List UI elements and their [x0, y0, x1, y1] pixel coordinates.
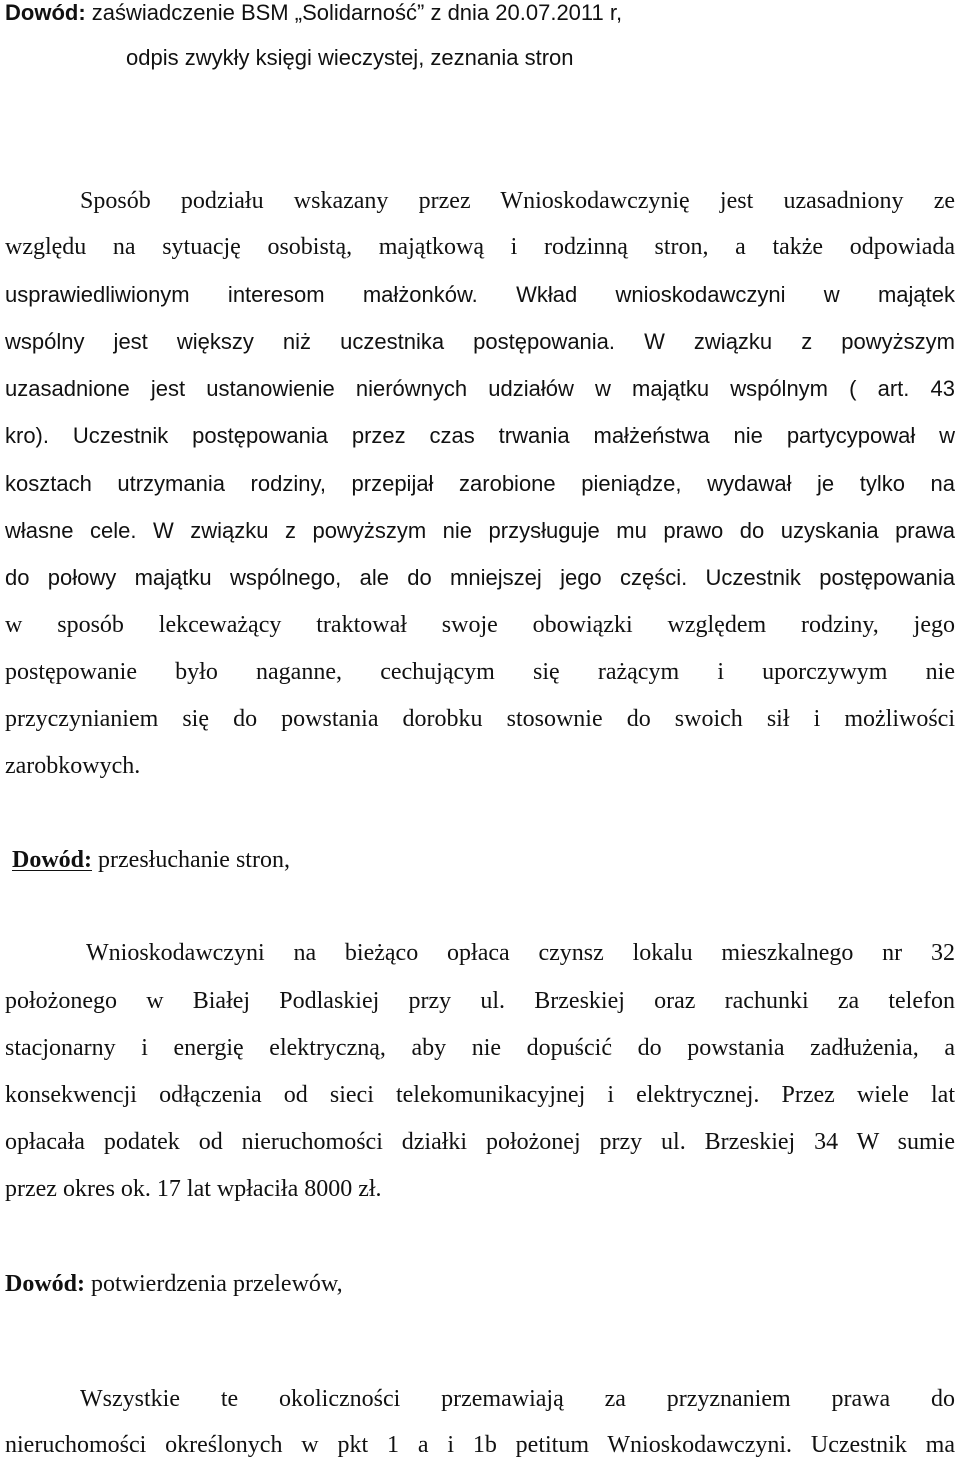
- paragraph-1-line: kosztach utrzymania rodziny, przepijał zarobione pieniądze, wydawał je tylko na: [5, 471, 955, 496]
- evidence-label: Dowód:: [12, 847, 93, 873]
- evidence-label: Dowód:: [5, 1271, 86, 1297]
- paragraph-2-line: Wnioskodawczyni na bieżąco opłaca czynsz lokalu mieszkalnego nr 32: [86, 940, 955, 966]
- evidence-line-2: odpis zwykły księgi wieczystej, zeznania stron: [126, 45, 574, 70]
- paragraph-1-line: względu na sytuację osobistą, majątkową i rodzinną stron, a także odpowiada: [5, 234, 955, 260]
- evidence-text: przesłuchanie stron,: [92, 847, 290, 873]
- paragraph-1-line: usprawiedliwionym interesom małżonków. Wkład wnioskodawczyni w majątek: [5, 282, 955, 307]
- paragraph-2-line: konsekwencji odłączenia od sieci telekomunikacyjnej i elektrycznej. Przez wiele lat: [5, 1082, 955, 1108]
- paragraph-1-line: postępowanie było naganne, cechującym się rażącym i uporczywym nie: [5, 659, 955, 685]
- evidence-line-2-block: [12, 845, 290, 875]
- paragraph-2-line: stacjonarny i energię elektryczną, aby nie dopuścić do powstania zadłużenia, a: [5, 1035, 955, 1061]
- paragraph-1-line: w sposób lekceważący traktował swoje obowiązki względem rodziny, jego: [5, 612, 955, 638]
- paragraph-1-line: kro). Uczestnik postępowania przez czas trwania małżeństwa nie partycypował w: [5, 423, 955, 448]
- paragraph-1-line: uzasadnione jest ustanowienie nierównych udziałów w majątku wspólnym ( art. 43: [5, 376, 955, 401]
- paragraph-2-line: przez okres ok. 17 lat wpłaciła 8000 zł.: [5, 1176, 382, 1202]
- paragraph-1-line: zarobkowych.: [5, 753, 141, 779]
- paragraph-1-line: własne cele. W związku z powyższym nie przysługuje mu prawo do uzyskania prawa: [5, 518, 955, 543]
- paragraph-3-line: Wszystkie te okoliczności przemawiają za przyznaniem prawa do: [80, 1386, 955, 1412]
- paragraph-2-line: położonego w Białej Podlaskiej przy ul. Brzeskiej oraz rachunki za telefon: [5, 988, 955, 1014]
- evidence-text: potwierdzenia przelewów,: [85, 1271, 343, 1297]
- evidence-text: zaświadczenie BSM „Solidarność” z dnia 20.07.2011 r,: [85, 0, 623, 25]
- evidence-line-3-block: [5, 1269, 343, 1299]
- evidence-label: Dowód:: [5, 0, 86, 25]
- paragraph-3-line: nieruchomości określonych w pkt 1 a i 1b petitum Wnioskodawczyni. Uczestnik ma: [5, 1432, 955, 1458]
- paragraph-1-line: Sposób podziału wskazany przez Wnioskodawczynię jest uzasadniony ze: [80, 188, 955, 214]
- paragraph-1-line: przyczynianiem się do powstania dorobku stosownie do swoich sił i możliwości: [5, 706, 955, 732]
- paragraph-1-line: do połowy majątku wspólnego, ale do mniejszej jego części. Uczestnik postępowania: [5, 565, 955, 590]
- paragraph-1-line: wspólny jest większy niż uczestnika postępowania. W związku z powyższym: [5, 329, 955, 354]
- paragraph-2-line: opłacała podatek od nieruchomości działki położonej przy ul. Brzeskiej 34 W sumie: [5, 1129, 955, 1155]
- evidence-line-1: [5, 0, 622, 28]
